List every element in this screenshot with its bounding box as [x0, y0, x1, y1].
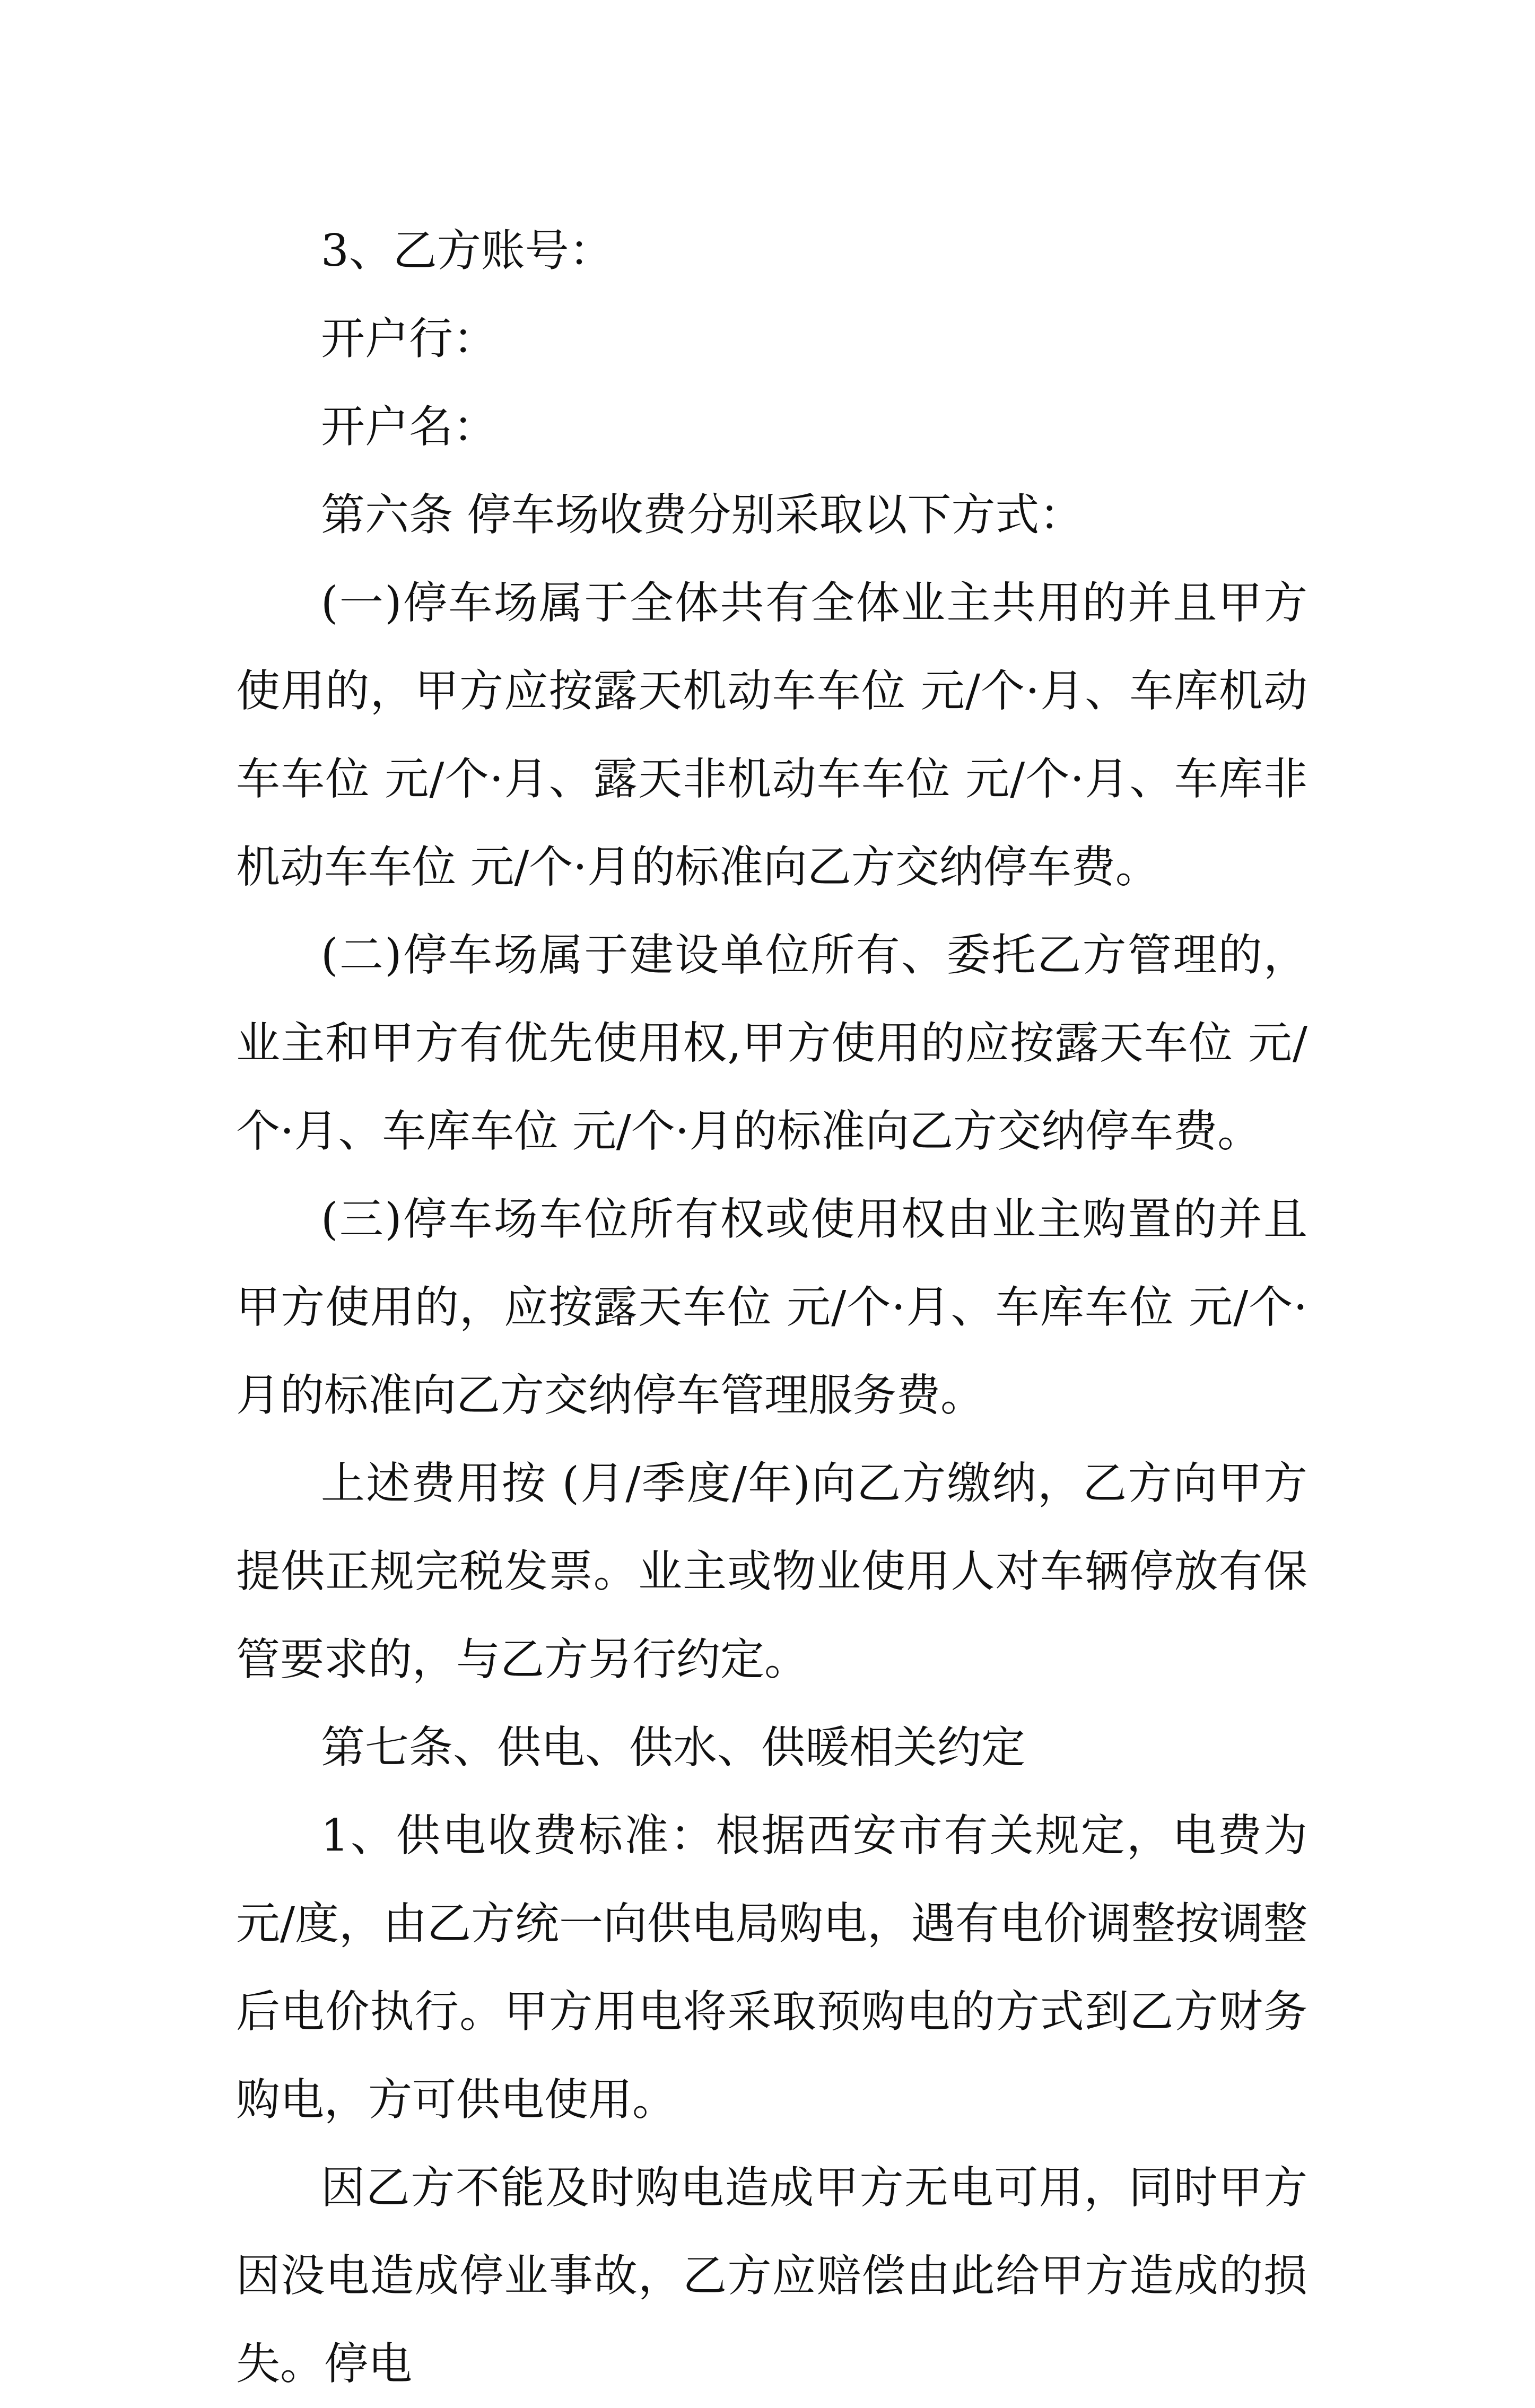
paragraph-fee-payment: 上述费用按 (月/季度/年)向乙方缴纳，乙方向甲方提供正规完税发票。业主或物业使用人对车辆停放有保管要求的，与乙方另行约定。: [236, 1458, 1307, 1685]
paragraph-power-compensation: 因乙方不能及时购电造成甲方无电可用，同时甲方因没电造成停业事故，乙方应赔偿由此给甲方造成的损失。停电: [236, 2162, 1307, 2389]
paragraph-account-name: 开户名：: [321, 401, 497, 452]
paragraph-clause-three: (三)停车场车位所有权或使用权由业主购置的并且甲方使用的，应按露天车位 元/个·月、车库车位 元/个·月的标准向乙方交纳停车管理服务费。: [236, 1193, 1307, 1421]
document-body: [236, 207, 1307, 2408]
paragraph-power-fee: 1、供电收费标准：根据西安市有关规定，电费为 元/度，由乙方统一向供电局购电，遇有电价调整按调整后电价执行。甲方用电将采取预购电的方式到乙方财务购电，方可供电使用。: [236, 1810, 1307, 2125]
paragraph-account-heading: 3、乙方账号：: [321, 225, 613, 276]
paragraph-clause-one: (一)停车场属于全体共有全体业主共用的并且甲方使用的，甲方应按露天机动车车位 元/个·月、车库机动车车位 元/个·月、露天非机动车车位 元/个·月、车库非机动车车位 元/个·月的标准向乙方交纳停车费。: [236, 577, 1307, 893]
paragraph-article-six: 第六条 停车场收费分别采取以下方式：: [321, 489, 1084, 540]
paragraph-bank: 开户行：: [321, 313, 497, 364]
paragraph-article-seven: 第七条、供电、供水、供暖相关约定: [321, 1722, 1025, 1773]
paragraph-clause-two: (二)停车场属于建设单位所有、委托乙方管理的，业主和甲方有优先使用权,甲方使用的应按露天车位 元/个·月、车库车位 元/个·月的标准向乙方交纳停车费。: [236, 929, 1307, 1157]
